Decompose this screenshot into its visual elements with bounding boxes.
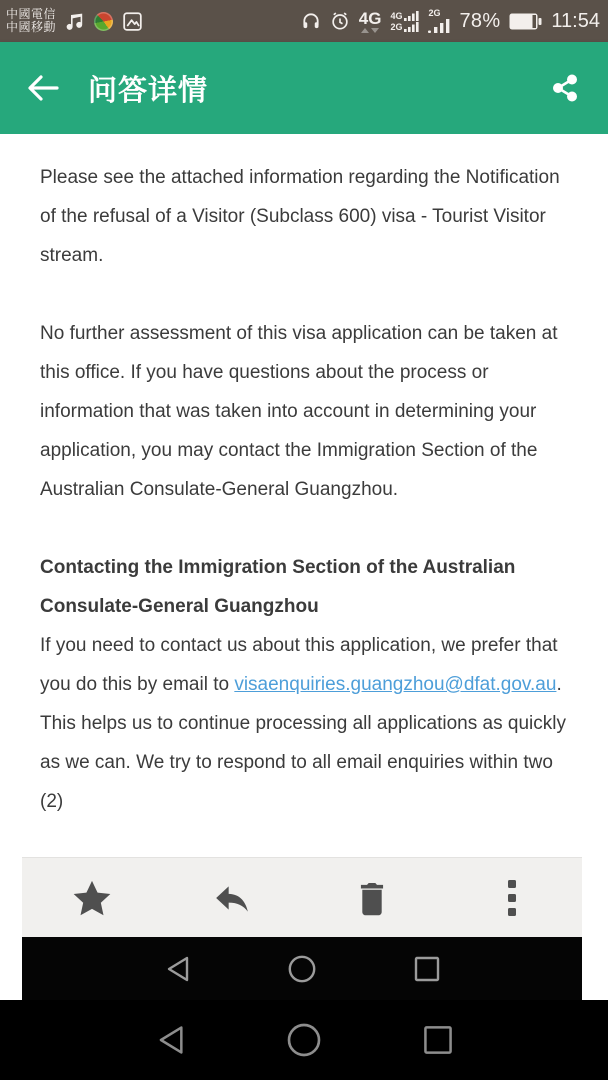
back-arrow-icon xyxy=(26,73,60,103)
email-action-toolbar xyxy=(22,857,582,937)
delete-button[interactable] xyxy=(302,880,442,916)
nav-home-icon xyxy=(286,1022,322,1058)
nav-home-icon xyxy=(287,954,317,984)
carrier-line-2: 中國移動 xyxy=(6,20,57,34)
signal-bars-icon xyxy=(404,22,419,32)
more-options-button[interactable] xyxy=(442,879,582,917)
trash-icon xyxy=(355,880,389,916)
carrier-names xyxy=(6,8,56,35)
sim2-label: 2G xyxy=(428,8,441,18)
share-icon xyxy=(548,71,582,105)
paragraph-3-text-after: . This helps us to continue processing all applications as quickly as we can. We try to respond to all email enquiries within two (2) xyxy=(40,674,566,812)
page-title: 问答详情 xyxy=(88,74,209,107)
email-paragraph-3 xyxy=(40,626,570,821)
battery-icon xyxy=(509,13,542,30)
sim1-top-label: 4G xyxy=(390,10,403,21)
device-home-button[interactable] xyxy=(237,1022,371,1058)
battery-percent: 78% xyxy=(459,9,501,32)
status-bar xyxy=(0,0,608,42)
inner-navigation-bar xyxy=(22,937,582,1000)
nav-back-icon xyxy=(154,1023,186,1057)
overflow-menu-icon xyxy=(507,879,517,917)
paragraph-3-text-before: If you need to contact us about this application, we prefer that you do this by email to xyxy=(40,635,558,695)
email-address-link[interactable]: visaenquiries.guangzhou@dfat.gov.au xyxy=(234,674,557,695)
share-button[interactable] xyxy=(548,71,582,105)
screenshot-icon xyxy=(122,11,143,32)
headphones-icon xyxy=(301,11,321,31)
sim1-signal-indicator xyxy=(390,11,419,32)
alarm-clock-icon xyxy=(330,11,350,31)
device-navigation-bar xyxy=(0,1000,608,1080)
email-section-heading: Contacting the Immigration Section of the Australian Consulate-General Guangzhou xyxy=(40,557,516,617)
back-button[interactable] xyxy=(26,73,60,103)
data-transfer-arrows-icon xyxy=(361,28,379,33)
clock-time: 11:54 xyxy=(551,9,600,32)
nav-back-button[interactable] xyxy=(115,954,240,984)
device-back-button[interactable] xyxy=(103,1023,237,1057)
email-paragraph-2: No further assessment of this visa application can be taken at this office. If you have questions about the process or information that was taken into account in determining your application, you may contact the Immigration Section of the Australian Consulate-General Guangzhou. xyxy=(40,323,558,500)
network-mode-label: 4G xyxy=(358,8,382,28)
sim1-bottom-label: 2G xyxy=(390,21,403,32)
nav-recents-icon xyxy=(422,1024,454,1056)
nav-recents-button[interactable] xyxy=(365,955,490,983)
reply-button[interactable] xyxy=(162,881,302,915)
device-recents-button[interactable] xyxy=(371,1024,505,1056)
reply-arrow-icon xyxy=(212,881,252,915)
favorite-button[interactable] xyxy=(22,880,162,916)
sim2-signal-indicator xyxy=(428,9,450,33)
carrier-line-1: 中國電信 xyxy=(6,6,57,21)
music-note-icon xyxy=(65,11,85,31)
app-notification-icon xyxy=(94,12,113,31)
nav-back-icon xyxy=(163,954,191,984)
network-mode-indicator xyxy=(359,10,382,33)
signal-bars-icon xyxy=(404,11,419,21)
signal-bars-icon xyxy=(428,19,450,33)
star-icon xyxy=(73,880,111,916)
email-body-text xyxy=(0,134,608,821)
email-paragraph-1: Please see the attached information regarding the Notification of the refusal of a Visitor (Subclass 600) visa - Tourist Visitor stream. xyxy=(40,167,560,266)
nav-recents-icon xyxy=(413,955,441,983)
nav-home-button[interactable] xyxy=(240,954,365,984)
app-header xyxy=(0,42,608,134)
